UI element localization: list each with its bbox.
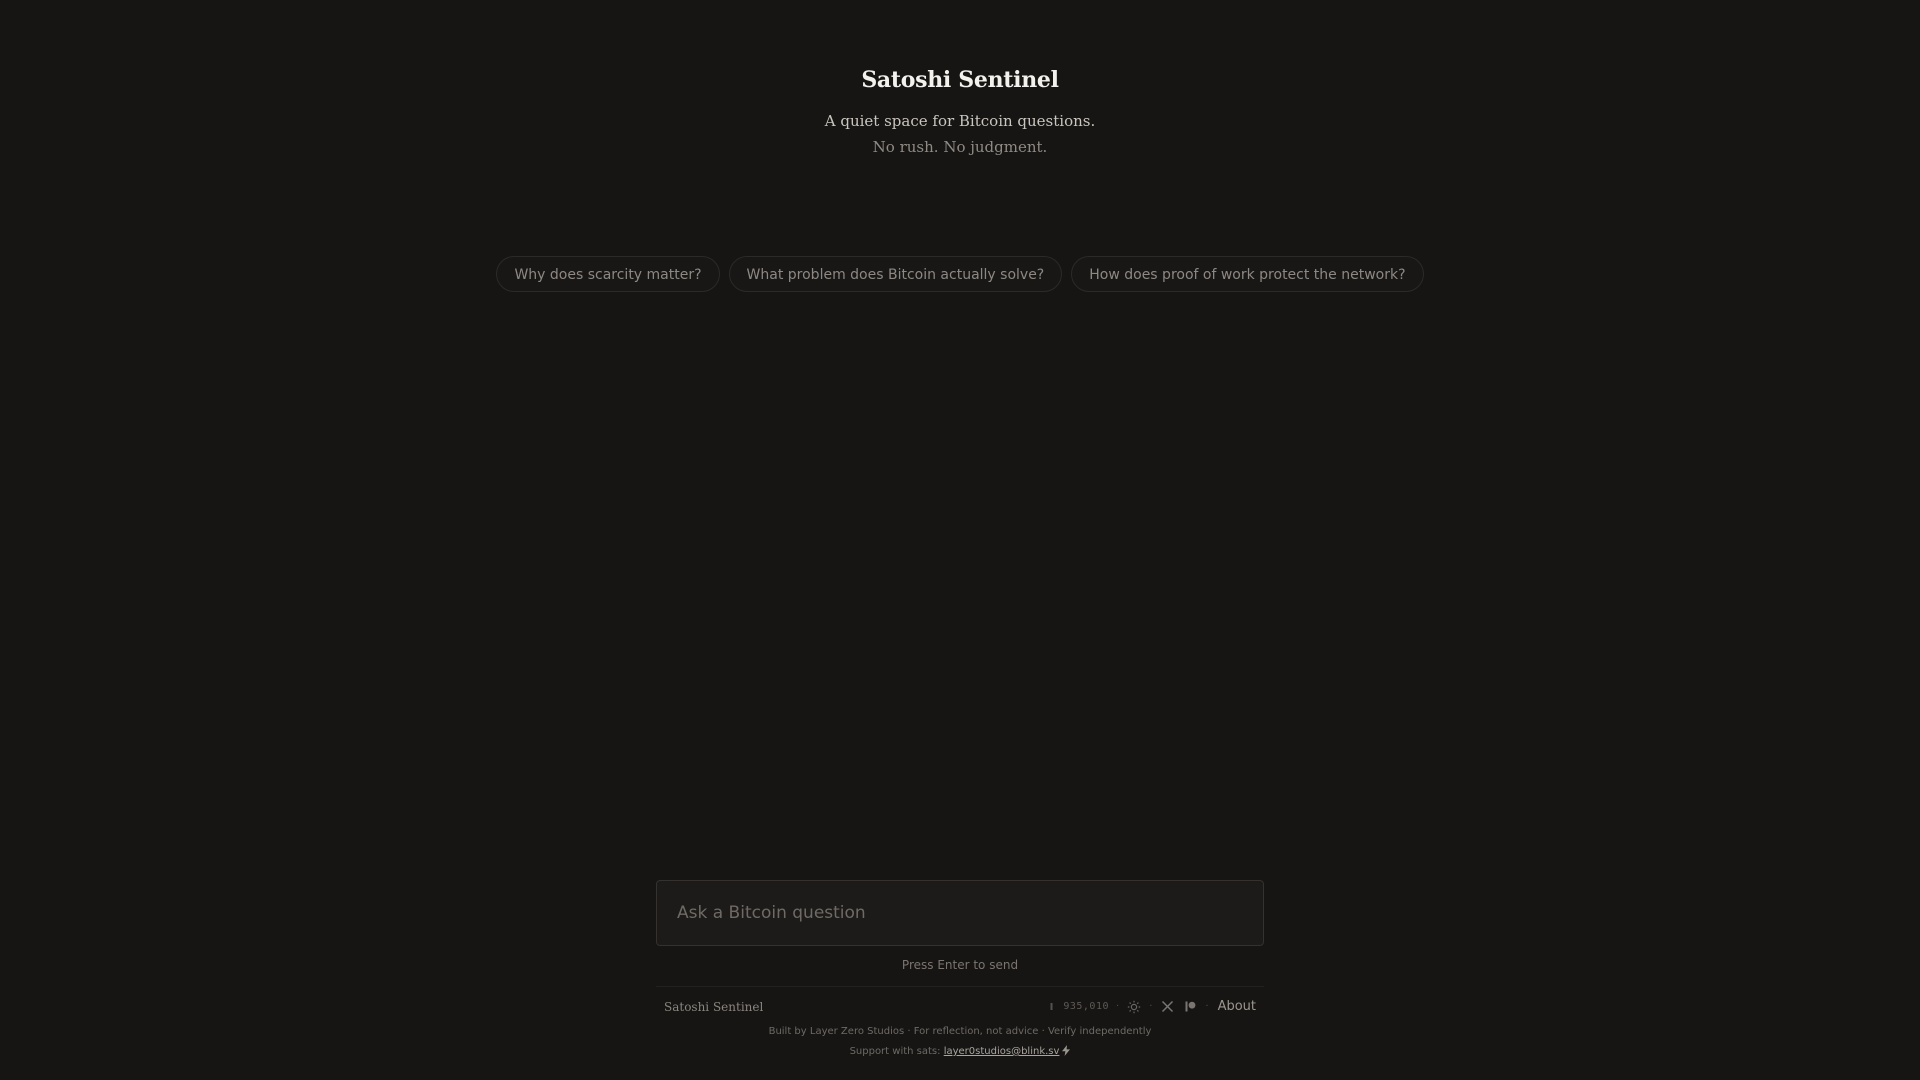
patreon-icon[interactable] [1182, 999, 1198, 1015]
about-link[interactable]: About [1217, 999, 1256, 1014]
cube-icon [1047, 999, 1056, 1015]
page-header [0, 62, 1920, 160]
footer-controls [1047, 999, 1256, 1015]
x-icon[interactable] [1159, 999, 1175, 1015]
suggestion-chip-scarcity[interactable]: Why does scarcity matter? [496, 256, 719, 292]
separator: · [1205, 1001, 1209, 1012]
support-line [0, 1042, 1920, 1064]
lightning-address-link[interactable]: layer0studios@blink.sv [943, 1046, 1060, 1057]
separator: · [1149, 1001, 1153, 1012]
lightning-icon [1062, 1044, 1070, 1064]
suggestion-chip-problem[interactable]: What problem does Bitcoin actually solve? [729, 256, 1063, 292]
suggestion-chip-proof-of-work[interactable]: How does proof of work protect the network? [1071, 256, 1423, 292]
footer-bar [656, 986, 1264, 1026]
send-hint: Press Enter to send [901, 958, 1019, 972]
footer-credits: Built by Layer Zero Studios · For reflection, not advice · Verify independently [768, 1026, 1152, 1037]
suggestion-chips [0, 256, 1920, 292]
question-input[interactable] [657, 881, 1263, 945]
block-height: 935,010 [1063, 1001, 1109, 1012]
tagline: A quiet space for Bitcoin questions. [824, 112, 1096, 130]
footer-brand: Satoshi Sentinel [664, 999, 764, 1014]
support-prefix: Support with sats: [849, 1046, 941, 1057]
question-composer [656, 880, 1264, 946]
separator: · [1116, 1001, 1120, 1012]
page-title: Satoshi Sentinel [861, 67, 1059, 93]
sun-icon[interactable] [1126, 999, 1142, 1015]
subtagline: No rush. No judgment. [872, 138, 1048, 156]
